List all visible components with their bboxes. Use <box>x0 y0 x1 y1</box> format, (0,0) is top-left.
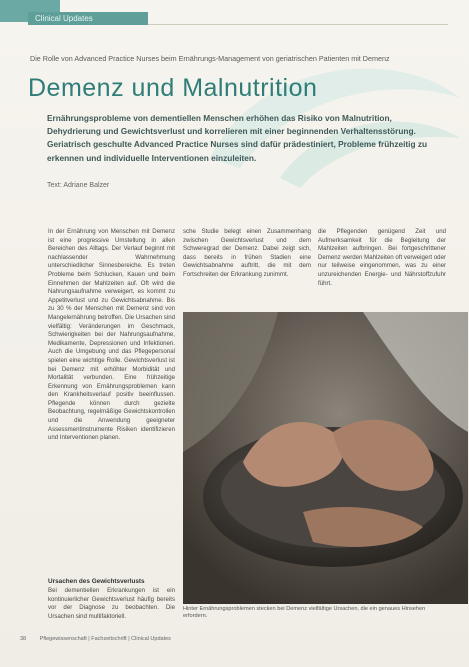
footer-text: Pflegewissenschaft | Fachzeitschrift | Clinical Updates <box>39 636 171 642</box>
page-footer <box>20 636 449 642</box>
section-heading: Ursachen des Gewichtsverlusts <box>48 578 145 585</box>
section-tag: Clinical Updates <box>28 12 148 25</box>
article-lead: Ernährungsprobleme von dementiellen Menschen erhöhen das Risiko von Malnutrition, Dehydrierung und Gewichtsverlust und korrelieren mit einer beginnenden Verhaltensstörung. Geriatrisch geschulte Advanced Practice Nurses sind dafür prädestiniert, Probleme frühzeitig zu erkennen und individuelle Interventionen einzuleiten. <box>47 113 428 163</box>
photo-caption: Hinter Ernährungsproblemen stecken bei Demenz vielfältige Ursachen, die ein genaues Hinsehen erfordern. <box>183 606 426 620</box>
article-title: Demenz und Malnutrition <box>28 74 318 102</box>
top-rule <box>148 24 448 25</box>
body-column-1: In der Ernährung von Menschen mit Demenz ist eine progressive Umstellung in allen Bereichen des Alltags. Der Verlauf beginnt mit nachlassender Wahrnehmung unterschiedlicher Sinnesbereiche. Es treten Probleme beim Schlucken, Kauen und beim Einnehmen der Mahlzeiten auf. Oft wird die Nahrungsaufnahme verweigert, es kommt zu Appetitverlust und zu Gewichtsabnahme. Bis zu 30 % der Menschen mit Demenz sind von Mangelernährung betroffen. Die Ursachen sind vielfältig: Veränderungen im Geschmack, Schwierigkeiten bei der Nahrungsaufnahme, Medikamente, Depressionen und Infektionen. Auch die Umgebung und das Pflegepersonal spielen eine wichtige Rolle. Gewichtsverlust ist bei Demenz mit erhöhter Morbidität und Mortalität verbunden. Eine frühzeitige Erkennung von Ernährungsproblemen kann den Krankheitsverlauf positiv beeinflussen. Pflegende können durch gezielte Beobachtung, regelmäßige Gewichtskontrollen und die Anwendung geeigneter Assessmentinstrumente Risiken identifizieren und Interventionen planen. <box>48 228 175 442</box>
body-column-3: die Pflegenden genügend Zeit und Aufmerksamkeit für die Begleitung der Mahlzeiten aufbringen. Bei fortgeschrittener Demenz werden Mahlzeiten oft verweigert oder nur teilweise eingenommen, was zu einer unzureichenden Energie- und Nährstoffzufuhr führt. <box>318 228 446 287</box>
article-photo <box>183 312 468 604</box>
article-subtitle: Die Rolle von Advanced Practice Nurses beim Ernährungs-Management von geriatrischen Patienten mit Demenz <box>30 54 390 63</box>
byline: Text: Adriane Balzer <box>47 182 110 189</box>
body-column-2: sche Studie belegt einen Zusammenhang zwischen Gewichtsverlust und dem Schweregrad der Demenz. Dabei zeigt sich, dass bereits in frühen Stadien eine Gewichtsabnahme auftritt, die mit dem Fortschreiten der Erkrankung zunimmt. <box>183 228 311 278</box>
body-column-1-continued: Bei dementiellen Erkrankungen ist ein kontinuierlicher Gewichtsverlust häufig bereits vor der Diagnose zu beobachten. Die Ursachen sind multifaktoriell. <box>48 587 175 620</box>
page-number: 38 <box>20 636 27 642</box>
